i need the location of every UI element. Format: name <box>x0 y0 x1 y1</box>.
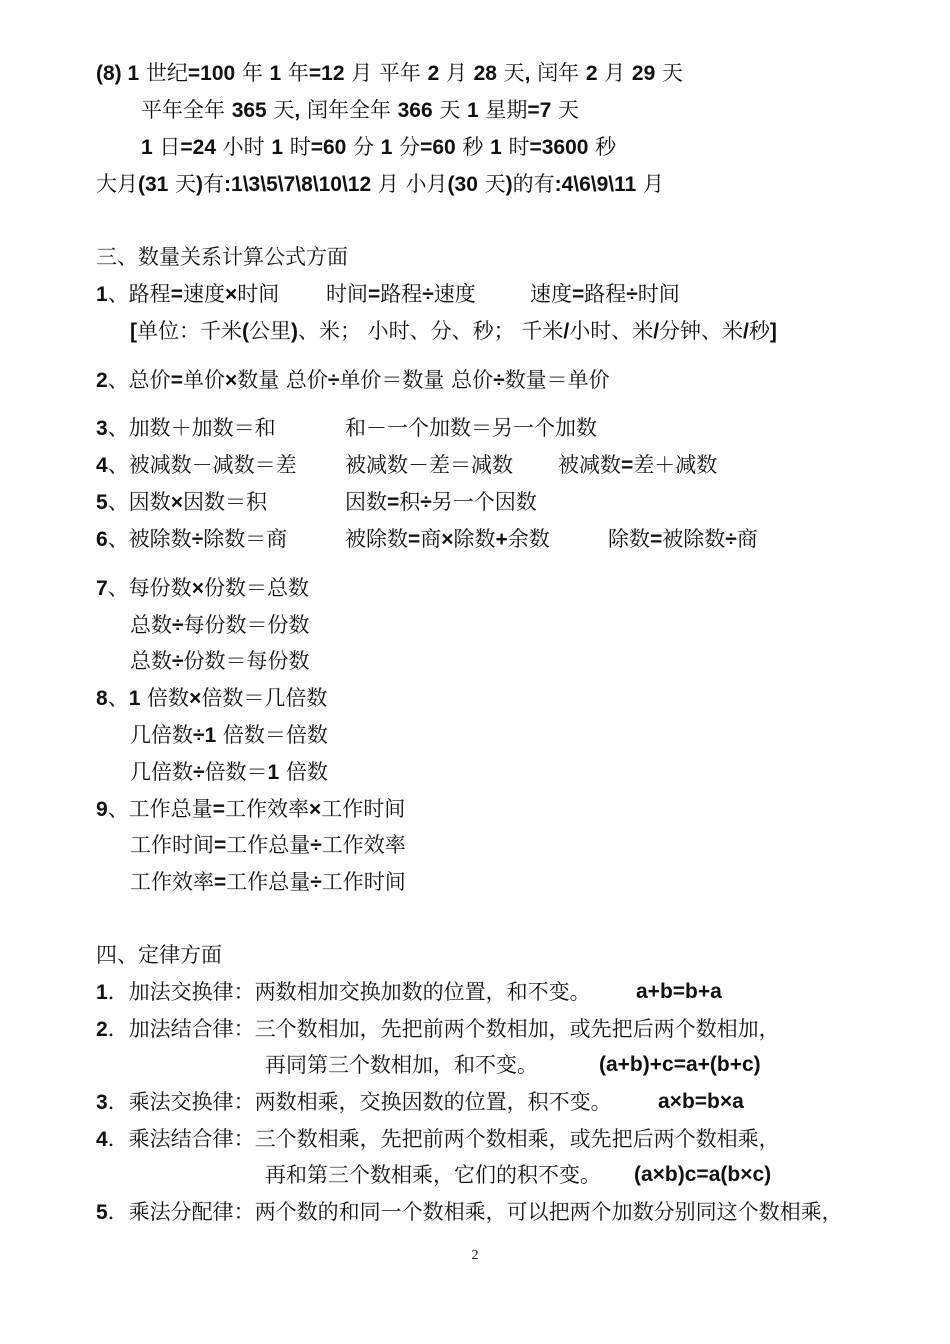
text: ÷ <box>172 614 184 637</box>
text: 、路程 <box>107 282 171 306</box>
text: 1 <box>380 136 393 159</box>
text: 工作效率 <box>321 833 406 857</box>
law-4-cont: 再和第三个数相乘，它们的积不变。 <box>265 1163 601 1187</box>
text: 1 <box>269 62 282 85</box>
text: 分 <box>346 135 381 159</box>
text: × <box>189 687 202 710</box>
text: = <box>621 454 634 477</box>
text: 天 <box>551 98 580 122</box>
time-units-line-2 <box>141 95 579 125</box>
law-2-formula: (a+b)+c=a+(b+c) <box>599 1053 761 1076</box>
text: 被除数 <box>662 527 726 551</box>
text: 工作时间 <box>130 833 214 857</box>
text: 份数＝每份数 <box>183 649 310 673</box>
law-1-formula: a+b=b+a <box>636 980 722 1003</box>
text: 7 <box>96 577 108 600</box>
text: 工作效率 <box>130 870 214 894</box>
text: ÷ <box>191 528 204 551</box>
text: 被减数 <box>558 453 621 477</box>
time-units-line-3 <box>141 132 616 162</box>
text: 两数相加交换加数的位置，和不变。 <box>254 980 591 1004</box>
text: 29 <box>631 62 656 85</box>
text: = <box>170 283 183 306</box>
text: + <box>495 528 508 551</box>
text: 余数 <box>507 527 550 551</box>
text: , <box>524 62 531 85</box>
text: =12 <box>308 62 345 85</box>
law-4 <box>96 1124 780 1154</box>
text: ÷ <box>725 528 737 551</box>
text: ÷ <box>310 834 322 857</box>
text: 工作时间 <box>321 797 406 821</box>
law-1 <box>96 977 591 1007</box>
formula-division-2 <box>345 524 550 554</box>
text: 4 <box>96 454 108 477</box>
text: ．乘法结合律： <box>107 1127 255 1151</box>
text: 每份数＝份数 <box>183 613 310 637</box>
text: =60 <box>420 136 456 159</box>
text: 日 <box>152 135 181 159</box>
text: 差＋减数 <box>633 453 718 477</box>
formula-subtraction <box>96 450 297 480</box>
formula-division <box>96 524 287 554</box>
text: 数量＝单价 <box>504 368 610 392</box>
text: 9 <box>96 798 108 821</box>
text: 单价＝数量 总价 <box>339 368 494 392</box>
text: 1 <box>271 136 284 159</box>
text: 1 <box>490 136 502 159</box>
text: 除数＝商 <box>203 527 288 551</box>
text: (8) 1 <box>96 62 140 85</box>
text: 时 <box>501 135 530 159</box>
formula-multiplication <box>96 487 267 517</box>
text: 天 <box>266 98 295 122</box>
text: ．加法交换律： <box>107 980 255 1004</box>
text: 份数＝总数 <box>203 576 309 600</box>
text: (30 <box>447 173 478 196</box>
formula-multiple-2 <box>130 720 328 750</box>
text: 366 <box>397 99 433 122</box>
formula-shares-3 <box>130 646 310 676</box>
text: 秒 <box>588 135 617 159</box>
text: 倍数＝倍数 <box>216 723 328 747</box>
text: ) <box>505 173 513 196</box>
text: 5 <box>96 1201 108 1224</box>
text: 因数 <box>345 490 387 514</box>
text: 小时 <box>216 135 272 159</box>
text: ÷1 <box>193 724 217 747</box>
text: 速度 <box>182 282 225 306</box>
time-units-line-1 <box>96 58 683 88</box>
section-heading-formulas: 三、数量关系计算公式方面 <box>96 245 348 269</box>
law-3 <box>96 1087 612 1117</box>
text: 工作总量 <box>226 870 311 894</box>
text: 3 <box>96 1091 108 1114</box>
text: =7 <box>527 99 552 122</box>
text: 2 <box>96 369 108 392</box>
text: 年 <box>235 61 270 85</box>
text: ÷ <box>172 650 184 673</box>
text: 倍数 <box>140 686 190 710</box>
text: , <box>294 99 301 122</box>
text: =60 <box>310 136 347 159</box>
text: 三个数相乘，先把前两个数相乘，或先把后两个数相乘， <box>254 1127 780 1151</box>
text: =100 <box>187 62 236 85</box>
text: 速度 <box>530 282 572 306</box>
text: 分 <box>392 135 421 159</box>
text: 公里 <box>249 319 291 343</box>
text: × <box>170 491 183 514</box>
formula-addition <box>96 413 276 443</box>
text: 有 <box>203 172 225 196</box>
text: × <box>224 369 238 392</box>
formula-work-2 <box>130 830 406 860</box>
text: 总数 <box>130 613 172 637</box>
units-line <box>130 316 777 346</box>
text: = <box>650 528 663 551</box>
text: :4\6\9\11 <box>554 173 637 196</box>
text: = <box>408 528 421 551</box>
text: 大月 <box>96 172 138 196</box>
text: 月 平年 <box>344 61 428 85</box>
text: 月 <box>439 61 474 85</box>
text: :1\3\5\7\8\10\12 <box>224 173 372 196</box>
text: 积 <box>399 490 421 514</box>
text: 天 <box>655 61 683 85</box>
text: 、米； 小时、分、秒； 千米 <box>298 319 564 343</box>
text: 2 <box>427 62 440 85</box>
text: 倍数＝ <box>204 760 268 784</box>
formula-division-3 <box>608 524 758 554</box>
text: ] <box>769 320 777 343</box>
text: 月 <box>636 172 664 196</box>
text: 工作总量 <box>226 833 311 857</box>
formula-time <box>326 279 476 309</box>
text: = <box>214 834 227 857</box>
text: = <box>387 491 400 514</box>
formula-shares-2 <box>130 610 310 640</box>
text: ÷ <box>493 369 505 392</box>
text: 365 <box>231 99 267 122</box>
text: = <box>214 871 227 894</box>
text: 时间 <box>326 282 368 306</box>
text: 月 小月 <box>371 172 448 196</box>
law-2-cont: 再同第三个数相加，和不变。 <box>265 1053 538 1077</box>
text: 、工作总量 <box>107 797 213 821</box>
text: × <box>224 283 238 306</box>
text: 、加数＋加数＝和 <box>107 416 276 440</box>
text: = <box>368 283 381 306</box>
text: 分钟、米 <box>659 319 744 343</box>
text: ) <box>291 320 298 343</box>
text: 3 <box>96 417 108 440</box>
text: 时 <box>283 135 311 159</box>
text: 倍数 <box>279 760 328 784</box>
text: / <box>653 320 660 343</box>
text: (31 <box>138 173 169 196</box>
section-heading-laws: 四、定律方面 <box>96 943 222 967</box>
text: 4 <box>96 1128 108 1151</box>
text: 、被减数－减数＝差 <box>107 453 297 477</box>
law-5 <box>96 1197 843 1227</box>
text: 星期 <box>478 98 528 122</box>
text: ÷ <box>327 369 340 392</box>
text: 、因数 <box>107 490 171 514</box>
text: / <box>743 320 749 343</box>
formula-multiplication-2 <box>345 487 537 517</box>
formula-subtraction-3 <box>558 450 717 480</box>
text: 路程 <box>380 282 423 306</box>
text: 秒 <box>455 135 491 159</box>
text: 时间 <box>237 282 280 306</box>
text: 、总价 <box>107 368 171 392</box>
text: ．乘法交换律： <box>107 1090 255 1114</box>
text: 几倍数 <box>130 760 193 784</box>
text: 、被除数 <box>107 527 192 551</box>
text: 小时、米 <box>569 319 654 343</box>
text: 路程 <box>584 282 627 306</box>
text: 数量 总价 <box>237 368 328 392</box>
formula-multiple-3 <box>130 757 328 787</box>
text: 闰年 <box>530 61 586 85</box>
text: ÷ <box>422 283 434 306</box>
law-3-formula: a×b=b×a <box>658 1090 744 1113</box>
text: 1 <box>141 136 153 159</box>
formula-distance <box>96 279 279 309</box>
text: 闰年全年 <box>300 98 398 122</box>
text: ．加法结合律： <box>107 1017 255 1041</box>
text: ( <box>242 320 249 343</box>
text: 、每份数 <box>107 576 192 600</box>
text: 2 <box>96 1018 108 1041</box>
text: × <box>308 798 322 821</box>
text: ．乘法分配律： <box>107 1200 255 1224</box>
text: 速度 <box>433 282 476 306</box>
text: =24 <box>180 136 216 159</box>
text: 单位：千米 <box>137 319 242 343</box>
formula-shares-1 <box>96 573 309 603</box>
text: × <box>191 577 204 600</box>
text: 2 <box>585 62 598 85</box>
text: = <box>212 798 225 821</box>
law-4-formula: (a×b)c=a(b×c) <box>634 1163 772 1186</box>
text: 28 <box>473 62 497 85</box>
text: ) <box>196 173 204 196</box>
text: 时间 <box>637 282 680 306</box>
text: ÷ <box>193 761 205 784</box>
text: ÷ <box>420 491 432 514</box>
text: 1 <box>467 99 479 122</box>
text: 两个数的和同一个数相乘，可以把两个加数分别同这个数相乘， <box>254 1200 843 1224</box>
text: 因数＝积 <box>182 490 267 514</box>
text: = <box>572 283 585 306</box>
page-number: 2 <box>471 1248 479 1263</box>
text: 世纪 <box>139 61 188 85</box>
text: / <box>563 320 570 343</box>
text: 工作效率 <box>224 797 309 821</box>
text: 月 <box>597 61 632 85</box>
formula-speed <box>530 279 680 309</box>
text: 三个数相加，先把前两个数相加，或先把后两个数相加， <box>254 1017 780 1041</box>
text: 单价 <box>182 368 225 392</box>
text: 5 <box>96 491 108 514</box>
text: 倍数＝几倍数 <box>201 686 328 710</box>
text: 1 <box>267 761 280 784</box>
text: 天 <box>168 172 197 196</box>
formula-work-3 <box>130 867 406 897</box>
text: 除数 <box>453 527 496 551</box>
text: 几倍数 <box>130 723 193 747</box>
text: 1 <box>96 283 108 306</box>
formula-price <box>96 365 610 395</box>
text: = <box>170 369 183 392</box>
formula-addition-2: 和－一个加数＝另一个加数 <box>345 416 597 440</box>
text: 6 <box>96 528 108 551</box>
text: 年 <box>281 61 309 85</box>
months-line <box>96 169 664 199</box>
text: 两数相乘，交换因数的位置，积不变。 <box>254 1090 612 1114</box>
text: × <box>441 528 454 551</box>
text: 1 <box>128 687 141 710</box>
formula-work-1 <box>96 794 405 824</box>
text: 被除数 <box>345 527 408 551</box>
text: ÷ <box>626 283 638 306</box>
formula-multiple-1 <box>96 683 327 713</box>
text: 天 <box>432 98 468 122</box>
text: 另一个因数 <box>431 490 537 514</box>
text: 1 <box>96 981 108 1004</box>
text: 商 <box>736 527 758 551</box>
text: 工作时间 <box>321 870 406 894</box>
text: 、 <box>107 686 129 710</box>
text: ÷ <box>310 871 322 894</box>
text: [ <box>130 320 137 343</box>
text: 8 <box>96 687 108 710</box>
text: =3600 <box>529 136 589 159</box>
text: 平年全年 <box>141 98 232 122</box>
text: 商 <box>420 527 442 551</box>
formula-subtraction-2: 被减数－差＝减数 <box>345 453 513 477</box>
law-2 <box>96 1014 780 1044</box>
text: 除数 <box>608 527 650 551</box>
text: 的有 <box>512 172 555 196</box>
text: 天 <box>477 172 506 196</box>
text: 天 <box>496 61 525 85</box>
text: 秒 <box>748 319 770 343</box>
text: 总数 <box>130 649 172 673</box>
